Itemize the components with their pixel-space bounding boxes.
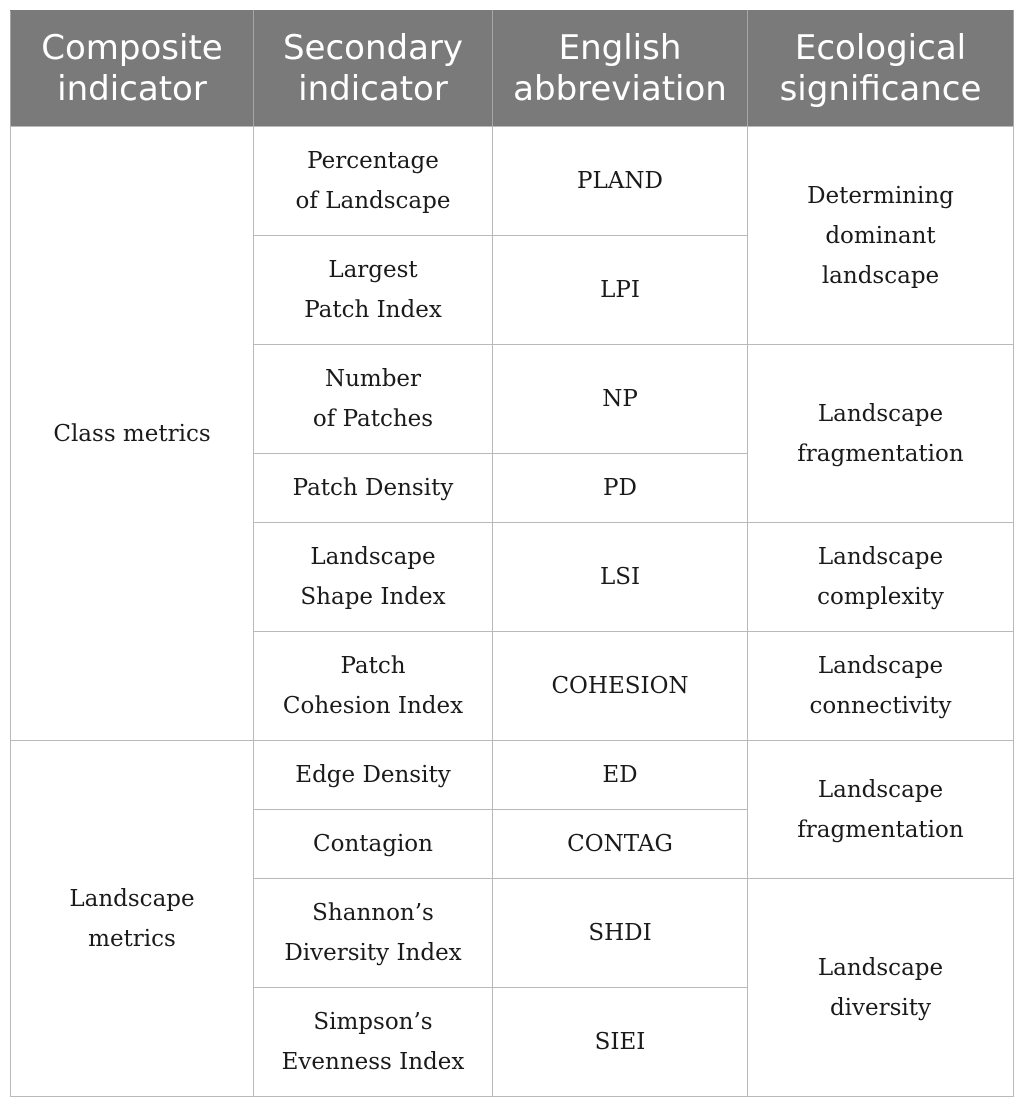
landscape-metrics-table <box>10 10 1014 1097</box>
abbreviation-cell: LPI <box>493 236 748 345</box>
significance-cell-complexity: Landscape complexity <box>748 523 1014 632</box>
significance-cell-fragmentation-landscape: Landscape fragmentation <box>748 741 1014 879</box>
significance-cell-dominant: Determining dominant landscape <box>748 127 1014 345</box>
composite-landscape-metrics-cell: Landscape metrics <box>11 741 254 1097</box>
significance-cell-fragmentation: Landscape fragmentation <box>748 345 1014 523</box>
abbreviation-cell: SHDI <box>493 879 748 988</box>
significance-cell-connectivity: Landscape connectivity <box>748 632 1014 741</box>
secondary-indicator-cell: Largest Patch Index <box>254 236 493 345</box>
abbreviation-cell: PD <box>493 454 748 523</box>
secondary-indicator-cell: Percentage of Landscape <box>254 127 493 236</box>
abbreviation-cell: NP <box>493 345 748 454</box>
abbreviation-cell: CONTAG <box>493 810 748 879</box>
table-row <box>11 127 1014 236</box>
secondary-indicator-cell: Patch Density <box>254 454 493 523</box>
secondary-indicator-cell: Number of Patches <box>254 345 493 454</box>
secondary-indicator-cell: Simpson’s Evenness Index <box>254 988 493 1097</box>
header-english-abbreviation: English abbreviation <box>493 11 748 127</box>
abbreviation-cell: SIEI <box>493 988 748 1097</box>
secondary-indicator-cell: Contagion <box>254 810 493 879</box>
secondary-indicator-cell: Patch Cohesion Index <box>254 632 493 741</box>
abbreviation-cell: COHESION <box>493 632 748 741</box>
significance-cell-diversity: Landscape diversity <box>748 879 1014 1097</box>
secondary-indicator-cell: Shannon’s Diversity Index <box>254 879 493 988</box>
abbreviation-cell: LSI <box>493 523 748 632</box>
abbreviation-cell: ED <box>493 741 748 810</box>
table-row <box>11 741 1014 810</box>
header-ecological-significance: Ecological significance <box>748 11 1014 127</box>
abbreviation-cell: PLAND <box>493 127 748 236</box>
header-row <box>11 11 1014 127</box>
secondary-indicator-cell: Landscape Shape Index <box>254 523 493 632</box>
secondary-indicator-cell: Edge Density <box>254 741 493 810</box>
header-composite-indicator: Composite indicator <box>11 11 254 127</box>
composite-class-metrics-cell: Class metrics <box>11 127 254 741</box>
header-secondary-indicator: Secondary indicator <box>254 11 493 127</box>
